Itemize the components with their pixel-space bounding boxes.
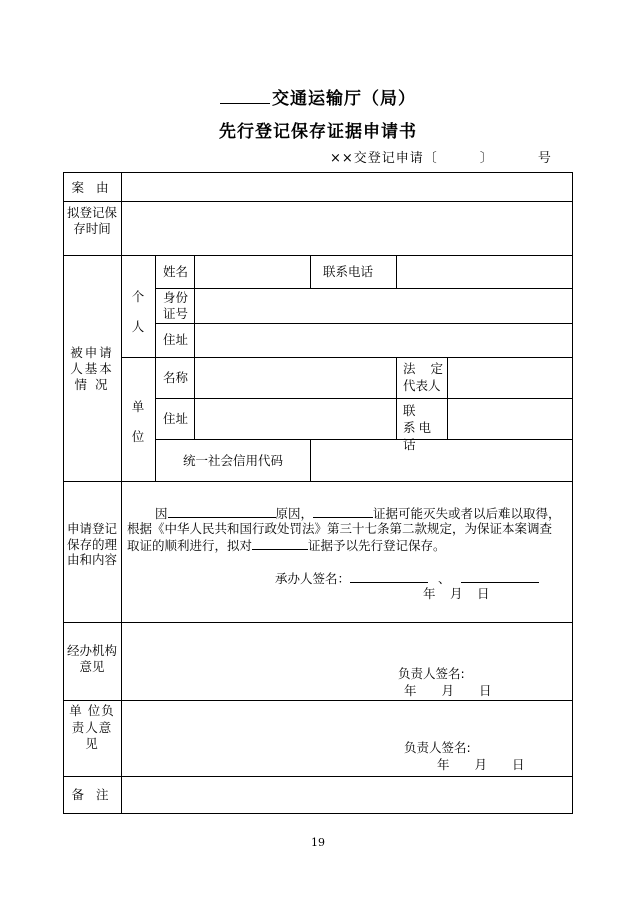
document-title: 先行登记保存证据申请书	[219, 122, 417, 142]
unit-label: 单 位	[131, 399, 145, 444]
handler-sep: 、	[438, 571, 451, 586]
reason-line-1	[155, 505, 561, 522]
unit-leader-sign: 负责人签名:	[404, 740, 471, 755]
reason-line-3	[127, 537, 446, 554]
legal-representative-label: 法 定代表人	[403, 361, 443, 393]
row-divider	[63, 255, 573, 256]
handler-sign-label: 承办人签名：	[275, 571, 351, 586]
reason-text: 原因，	[275, 506, 314, 521]
unit-phone-label: 联 系电 话	[403, 403, 435, 452]
reason-blank	[168, 505, 276, 518]
handler-date: 年 月 日	[423, 586, 491, 601]
individual-label: 个 人	[131, 289, 145, 334]
phone-label: 联系电话	[323, 264, 374, 279]
row-divider	[155, 288, 573, 289]
id-number-label: 身份证号	[163, 290, 189, 321]
address-label: 住址	[163, 332, 189, 347]
name-label: 姓名	[163, 264, 189, 279]
agency-date: 年 月 日	[404, 683, 492, 698]
title-agency-text: 交通运输厅（局）	[272, 89, 416, 109]
doc-no-close: 〕	[479, 151, 494, 166]
credit-code-label: 统一社会信用代码	[183, 453, 284, 468]
handler-signature	[275, 570, 539, 587]
row-divider	[63, 700, 573, 701]
row-divider	[63, 201, 573, 202]
doc-no-suffix: 号	[537, 151, 552, 166]
col-divider	[396, 357, 397, 439]
handler-sign-blank-2[interactable]	[461, 570, 539, 583]
title-agency	[0, 84, 636, 109]
reason-text: 取证的顺利进行，拟对	[127, 538, 253, 553]
handler-sign-blank-1[interactable]	[350, 570, 428, 583]
agency-leader-sign: 负责人签名:	[398, 666, 465, 681]
reason-text: 证据可能灭失或者以后难以取得，	[373, 506, 561, 521]
row-divider	[63, 481, 573, 482]
remarks-label: 备 注	[71, 787, 113, 802]
reason-line-2: 根据《中华人民共和国行政处罚法》第三十七条第二款规定，为保证本案调查	[127, 521, 553, 536]
agency-opinion-label: 经办机构意见	[66, 643, 117, 674]
case-reason-label: 案 由	[71, 180, 113, 195]
evidence-item-blank	[252, 537, 308, 550]
agency-blank	[220, 89, 270, 104]
respondent-info-label: 被申请人基本情 况	[70, 345, 114, 392]
col-divider	[155, 255, 156, 481]
col-divider	[396, 255, 397, 288]
document-number	[330, 147, 552, 166]
row-divider	[155, 323, 573, 324]
evidence-blank	[313, 505, 373, 518]
row-divider	[155, 439, 573, 440]
row-divider	[155, 398, 573, 399]
col-divider	[121, 172, 122, 814]
unit-leader-date: 年 月 日	[437, 757, 525, 772]
reason-text: 因	[155, 506, 168, 521]
row-divider	[63, 776, 573, 777]
reason-label: 申请登记保存的理由和内容	[66, 521, 117, 567]
col-divider	[310, 255, 311, 288]
doc-no-prefix: ××交登记申请〔	[330, 151, 438, 166]
row-divider	[121, 357, 573, 358]
page-number: 19	[311, 836, 325, 849]
unit-leader-opinion-label: 单 位负责人意 见	[69, 703, 115, 751]
col-divider	[310, 439, 311, 481]
reason-text: 证据予以先行登记保存。	[308, 538, 446, 553]
application-table	[63, 172, 573, 814]
unit-name-label: 名称	[163, 370, 189, 385]
col-divider	[447, 357, 448, 439]
row-divider	[63, 622, 573, 623]
registration-time-label: 拟登记保存时间	[66, 205, 117, 236]
col-divider	[194, 255, 195, 439]
unit-address-label: 住址	[163, 411, 189, 426]
